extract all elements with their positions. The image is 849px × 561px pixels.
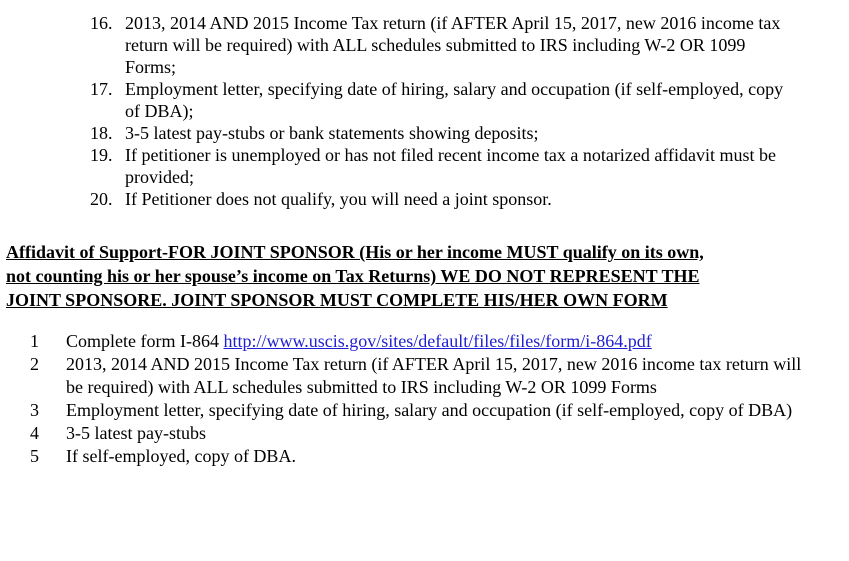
list-item — [90, 144, 800, 188]
heading-line: JOINT SPONSORE. JOINT SPONSOR MUST COMPLETE HIS/HER OWN FORM — [6, 290, 668, 310]
item-text: 2013, 2014 AND 2015 Income Tax return (if AFTER April 15, 2017, new 2016 income tax return will be required) with ALL schedules submitted to IRS including W-2 OR 1099 Forms; — [125, 13, 781, 77]
heading-line: Affidavit of Support-FOR JOINT SPONSOR (His or her income MUST qualify on its own, — [6, 242, 704, 262]
list-item — [30, 330, 810, 353]
item-number: 5 — [30, 446, 39, 466]
item-text: If Petitioner does not qualify, you will need a joint sponsor. — [125, 189, 552, 209]
list-item — [90, 12, 800, 78]
item-text: 2013, 2014 AND 2015 Income Tax return (if AFTER April 15, 2017, new 2016 income tax return will be required) with ALL schedules submitted to IRS including W-2 OR 1099 Forms — [66, 354, 802, 397]
list-item — [30, 422, 810, 445]
list-item — [90, 122, 800, 144]
item-number: 4 — [30, 423, 39, 443]
i-864-form-link[interactable]: http://www.uscis.gov/sites/default/files/files/form/i-864.pdf — [223, 331, 652, 351]
item-number: 2 — [30, 354, 39, 374]
item-text: If self-employed, copy of DBA. — [66, 446, 296, 466]
item-number: 3 — [30, 400, 39, 420]
list-item — [30, 399, 810, 422]
item-text: 3-5 latest pay-stubs or bank statements showing deposits; — [125, 123, 539, 143]
heading-line: not counting his or her spouse’s income on Tax Returns) WE DO NOT REPRESENT THE — [6, 266, 700, 286]
joint-sponsor-requirements-list — [30, 330, 810, 468]
list-item — [30, 445, 810, 468]
item-number: 16. — [90, 13, 113, 33]
joint-sponsor-heading — [6, 240, 766, 312]
item-text: Employment letter, specifying date of hiring, salary and occupation (if self-employed, copy of DBA); — [125, 79, 784, 121]
list-item — [30, 353, 810, 399]
item-number: 17. — [90, 79, 113, 99]
item-text: Complete form I-864 — [66, 331, 224, 351]
item-number: 18. — [90, 123, 113, 143]
list-item — [90, 188, 800, 210]
item-text: Employment letter, specifying date of hiring, salary and occupation (if self-employed, copy of DBA) — [66, 400, 793, 420]
item-text: If petitioner is unemployed or has not filed recent income tax a notarized affidavit must be provided; — [125, 145, 776, 187]
petitioner-requirements-list — [90, 12, 800, 210]
list-item — [90, 78, 800, 122]
item-number: 20. — [90, 189, 113, 209]
item-number: 19. — [90, 145, 113, 165]
item-text: 3-5 latest pay-stubs — [66, 423, 206, 443]
item-number: 1 — [30, 331, 39, 351]
